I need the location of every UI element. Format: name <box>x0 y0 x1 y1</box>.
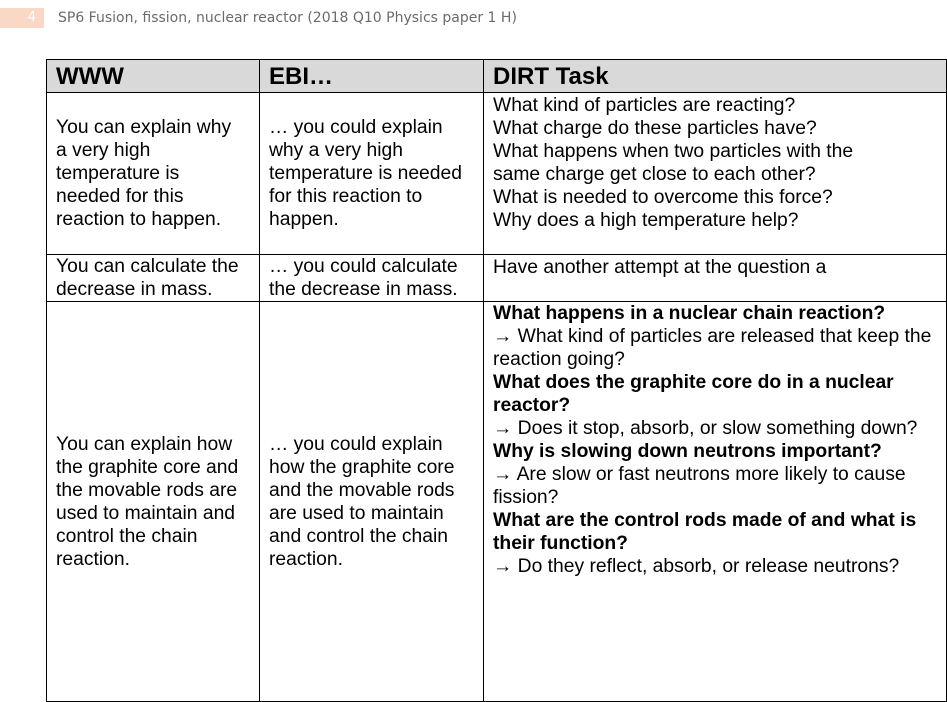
dirt-question-bold: What are the control rods made of and what is their function? <box>493 510 917 554</box>
dirt-question: What charge do these particles have? <box>493 118 817 139</box>
dirt-question-bold: What happens in a nuclear chain reaction? <box>493 303 886 324</box>
dirt-question: What is needed to overcome this force? <box>493 187 833 208</box>
dirt-follow-up: → Do they reflect, absorb, or release neutrons? <box>493 556 900 577</box>
dirt-question: Why does a high temperature help? <box>493 210 799 231</box>
dirt-question-bold: What does the graphite core do in a nuclear reactor? <box>493 372 894 416</box>
dirt-follow-up: → Are slow or fast neutrons more likely to cause fission? <box>493 464 906 508</box>
header-ebi: EBI… <box>260 60 484 93</box>
dirt-cell <box>484 93 947 255</box>
dirt-question: What kind of particles are reacting? <box>493 95 796 116</box>
dirt-instruction: Have another attempt at the question a <box>493 257 827 278</box>
table-row <box>47 255 947 302</box>
ebi-cell: … you could explain how the graphite core and the movable rods are used to maintain and control the chain reaction. <box>260 302 484 702</box>
header-www: WWW <box>47 60 260 93</box>
dirt-follow-up: → What kind of particles are released that keep the reaction going? <box>493 326 932 370</box>
dirt-cell <box>484 255 947 302</box>
dirt-cell <box>484 302 947 702</box>
table-header-row <box>47 60 947 93</box>
slide-number: 4 <box>0 8 44 28</box>
www-cell: You can calculate the decrease in mass. <box>47 255 260 302</box>
slide-header <box>0 0 846 40</box>
dirt-question: What happens when two particles with the <box>493 141 854 162</box>
dirt-question-bold: Why is slowing down neutrons important? <box>493 441 882 462</box>
www-cell: You can explain why a very high temperature is needed for this reaction to happen. <box>47 93 260 255</box>
www-cell: You can explain how the graphite core and the movable rods are used to maintain and control the chain reaction. <box>47 302 260 702</box>
feedback-table <box>46 59 947 702</box>
ebi-cell: … you could explain why a very high temperature is needed for this reaction to happen. <box>260 93 484 255</box>
header-dirt-task: DIRT Task <box>484 60 947 93</box>
feedback-table-container <box>46 59 932 634</box>
dirt-question: same charge get close to each other? <box>493 164 816 185</box>
table-row <box>47 93 947 255</box>
slide-title: SP6 Fusion, fission, nuclear reactor (2018 Q10 Physics paper 1 H) <box>58 10 517 26</box>
table-row <box>47 302 947 702</box>
ebi-cell: … you could calculate the decrease in mass. <box>260 255 484 302</box>
dirt-follow-up: → Does it stop, absorb, or slow something down? <box>493 418 918 439</box>
